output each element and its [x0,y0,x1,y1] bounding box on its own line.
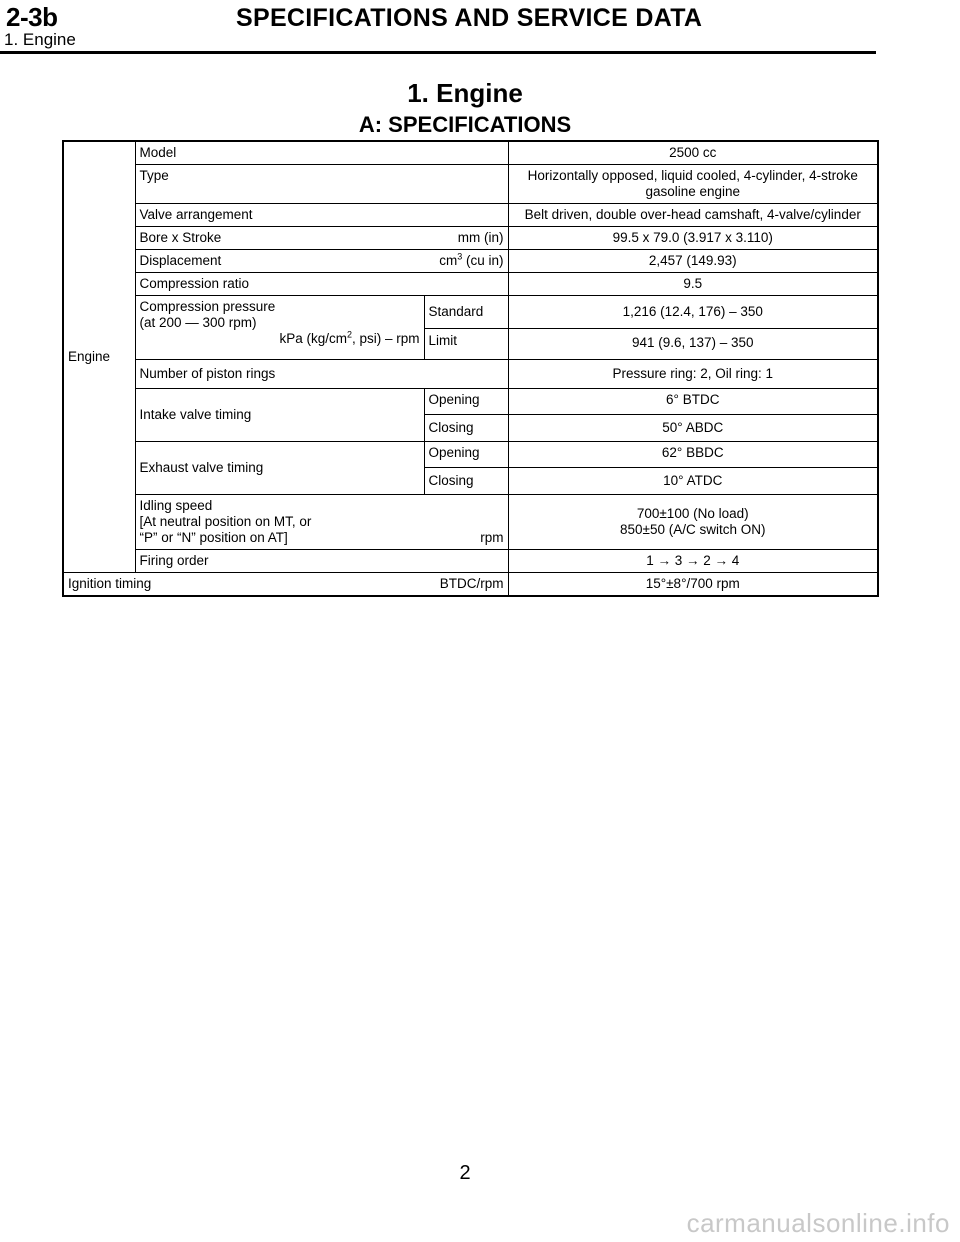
ignition-timing-unit: BTDC/rpm [439,576,504,591]
exhaust-opening-value: 62° BBDC [508,442,878,468]
bore-stroke-value: 99.5 x 79.0 (3.917 x 3.110) [508,227,878,250]
table-row [63,495,878,550]
idling-speed-condition-1: [At neutral position on MT, or [139,514,312,529]
exhaust-timing-label: Exhaust valve timing [135,442,424,495]
table-row [63,442,878,468]
ignition-timing-value: 15°±8°/700 rpm [508,573,878,597]
compression-pressure-condition: (at 200 — 300 rpm) [139,315,257,330]
specifications-table [62,140,879,597]
table-row [63,165,878,204]
ignition-timing-label: Ignition timing [68,576,152,591]
idling-speed-label: Idling speed [139,498,213,513]
intake-closing-label: Closing [424,415,508,442]
displacement-value: 2,457 (149.93) [508,250,878,273]
table-row [63,273,878,296]
bore-stroke-cell [135,227,508,250]
table-row [63,389,878,415]
header-rule [0,51,876,54]
group-label-engine: Engine [63,141,135,573]
firing-order-value: 1 → 3 → 2 → 4 [508,550,878,573]
type-value: Horizontally opposed, liquid cooled, 4-cylinder, 4-stroke gasoline engine [508,165,878,204]
displacement-cell [135,250,508,273]
exhaust-opening-label: Opening [424,442,508,468]
page-number: 2 [459,1162,471,1184]
valve-arrangement-label: Valve arrangement [135,204,508,227]
intake-opening-label: Opening [424,389,508,415]
idling-speed-cell [135,495,508,550]
ignition-timing-cell [63,573,508,597]
firing-order-label: Firing order [135,550,508,573]
table-row [63,550,878,573]
valve-arrangement-value: Belt driven, double over-head camshaft, 4-valve/cylinder [508,204,878,227]
compression-ratio-label: Compression ratio [135,273,508,296]
displacement-label: Displacement [139,253,222,268]
table-row [63,204,878,227]
model-label: Model [135,141,508,165]
bore-stroke-label: Bore x Stroke [139,230,222,245]
idling-speed-condition-2: “P” or “N” position on AT] [139,530,288,545]
type-label: Type [135,165,508,204]
standard-value: 1,216 (12.4, 176) – 350 [508,296,878,329]
piston-rings-label: Number of piston rings [135,360,508,389]
section-title: 1. Engine [407,78,523,108]
displacement-unit: $cm^3$ (cu in) [439,251,504,268]
table-row [63,227,878,250]
piston-rings-value: Pressure ring: 2, Oil ring: 1 [508,360,878,389]
intake-closing-value: 50° ABDC [508,415,878,442]
limit-label: Limit [424,329,508,360]
idling-speed-unit: rpm [480,530,504,545]
exhaust-closing-label: Closing [424,468,508,495]
compression-ratio-value: 9.5 [508,273,878,296]
compression-pressure-unit: kPa ($kg/cm^2$, psi) – rpm [279,329,420,346]
bore-stroke-unit: mm (in) [457,230,504,245]
table-row [63,250,878,273]
table-row [63,141,878,165]
compression-pressure-cell [135,296,424,360]
intake-timing-label: Intake valve timing [135,389,424,442]
exhaust-closing-value: 10° ATDC [508,468,878,495]
compression-pressure-label: Compression pressure [139,299,276,314]
chapter-subtitle: 1. Engine [4,30,76,49]
chapter-code: 2-3b [6,2,58,32]
standard-label: Standard [424,296,508,329]
idling-speed-value: 700±100 (No load) 850±50 (A/C switch ON) [508,495,878,550]
subsection-title: A: SPECIFICATIONS [358,112,572,137]
watermark: carmanualsonline.info [686,1208,950,1238]
limit-value: 941 (9.6, 137) – 350 [508,329,878,360]
model-value: 2500 cc [508,141,878,165]
chapter-title: SPECIFICATIONS AND SERVICE DATA [236,4,703,32]
table-row [63,296,878,329]
intake-opening-value: 6° BTDC [508,389,878,415]
table-row [63,573,878,597]
table-row [63,360,878,389]
